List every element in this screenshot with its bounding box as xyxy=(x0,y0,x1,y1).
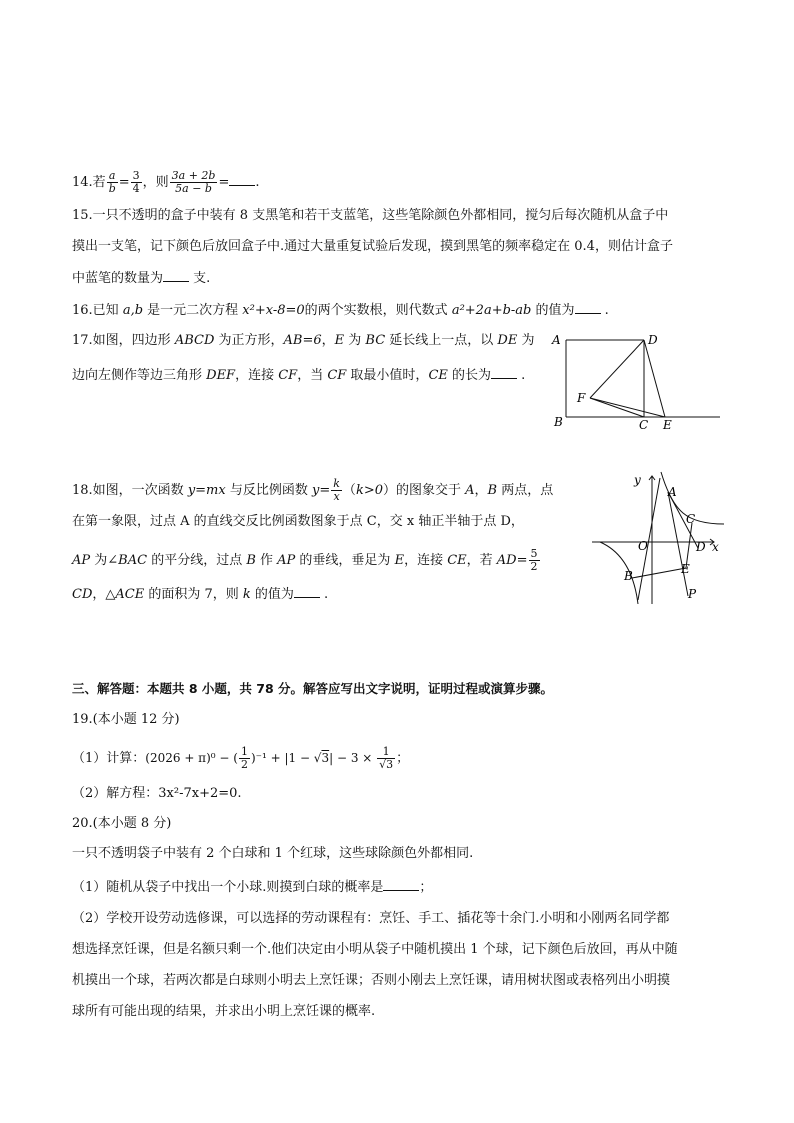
label-b: B xyxy=(624,569,633,583)
answer-blank[interactable] xyxy=(163,269,189,282)
answer-blank[interactable] xyxy=(575,301,601,314)
q18-line-4: CD，△ACE 的面积为 7，则 k 的值为 . xyxy=(72,587,329,602)
question-14: 14.若 $\frac{a}{b}$ = $\frac{3}{4}$ ，则 $\frac{3a + 2b}{5a - b}$ = . xyxy=(72,169,260,195)
q19-part-2: （2）解方程：3x²-7x+2=0. xyxy=(72,786,242,801)
fraction-a-over-b: $\frac{a}{b}$ xyxy=(108,169,116,195)
q19-title: 19.(本小题 12 分) xyxy=(72,712,180,727)
q20-title: 20.(本小题 8 分) xyxy=(72,816,172,831)
segment-df xyxy=(590,340,644,398)
q20-part-2-line-4: 球所有可能出现的结果，并求出小明上烹饪课的概率. xyxy=(72,1004,376,1019)
fraction-1-over-root3: $\frac{1}{√3}$ xyxy=(379,745,394,771)
label-y: y xyxy=(634,473,641,487)
label-a: A xyxy=(552,333,561,347)
q20-part-2-line-3: 机摸出一个球，若两次都是白球则小明去上烹饪课；否则小刚去上烹饪课，请用树状图或表格列出小明摸 xyxy=(72,973,671,988)
q17-square-figure xyxy=(548,328,728,434)
segment-fe xyxy=(590,398,665,417)
label-a: A xyxy=(668,485,677,499)
label-c: C xyxy=(639,418,649,432)
label-e: E xyxy=(681,562,690,576)
label-o: O xyxy=(638,539,648,553)
answer-blank[interactable] xyxy=(294,585,320,598)
q14-equals: = xyxy=(118,175,130,190)
label-d: D xyxy=(696,540,706,554)
answer-blank[interactable] xyxy=(491,366,517,379)
fraction-5-over-2: $\frac{5}{2}$ xyxy=(530,547,538,573)
q20-part-2-line-1: （2）学校开设劳动选修课，可以选择的劳动课程有：烹饪、手工、插花等十余门.小明和小刚两名同学都 xyxy=(72,911,670,926)
q17-line-2: 边向左侧作等边三角形 DEF，连接 CF，当 CF 取最小值时，CE 的长为 . xyxy=(72,368,526,383)
segment-be xyxy=(632,568,686,578)
question-16: 16.已知 a,b 是一元二次方程 x²+x-8=0的两个实数根，则代数式 a²+2a+b-ab 的值为 . xyxy=(72,303,609,318)
q19-part-1: （1）计算：(2026 + π)⁰ − ( $\frac{1}{2}$ )⁻¹ + |1 − √3| − 3 × $\frac{1}{√3}$ ； xyxy=(72,745,410,771)
q17-line-1: 17.如图，四边形 ABCD 为正方形，AB=6，E 为 BC 延长线上一点，以 DE 为 xyxy=(72,333,535,348)
fraction-k-over-x: $\frac{k}{x}$ xyxy=(333,477,340,503)
label-c: C xyxy=(686,512,696,526)
q18-line-1: 18.如图，一次函数 y=mx 与反比例函数 y= $\frac{k}{x}$ （k>0）的图象交于 A，B 两点，点 xyxy=(72,477,554,503)
q20-part-1: （1）随机从袋子中找出一个小球.则摸到白球的概率是 ； xyxy=(72,880,433,895)
section-3-heading: 三、解答题：本题共 8 小题，共 78 分。解答应写出文字说明，证明过程或演算步骤。 xyxy=(72,681,554,696)
q15-line-2: 摸出一支笔，记下颜色后放回盒子中.通过大量重复试验后发现，摸到黑笔的频率稳定在 0.4，则估计盒子 xyxy=(72,239,673,254)
label-d: D xyxy=(648,333,658,347)
segment-de xyxy=(644,340,665,417)
fraction-expression: $\frac{3a + 2b}{5a - b}$ xyxy=(171,169,216,195)
label-f: F xyxy=(577,391,586,405)
label-b: B xyxy=(554,415,563,429)
fraction-1-over-2: $\frac{1}{2}$ xyxy=(240,745,248,771)
label-e: E xyxy=(663,418,672,432)
fraction-3-over-4: $\frac{3}{4}$ xyxy=(132,169,140,195)
q14-tail: = xyxy=(218,175,230,190)
q14-then: ，则 xyxy=(142,175,169,190)
q15-line-1: 15.一只不透明的盒子中装有 8 支黑笔和若干支蓝笔，这些笔除颜色外都相同，搅匀后每次随机从盒子中 xyxy=(72,208,669,223)
q15-line-3: 中蓝笔的数量为 支. xyxy=(72,271,211,286)
q14-prefix: 14.若 xyxy=(72,175,106,190)
segment-fc xyxy=(590,398,644,417)
label-p: P xyxy=(688,587,697,601)
answer-blank[interactable] xyxy=(383,878,419,891)
q20-intro: 一只不透明袋子中装有 2 个白球和 1 个红球，这些球除颜色外都相同. xyxy=(72,846,474,861)
q18-function-figure xyxy=(588,468,728,608)
q18-line-3: AP 为∠BAC 的平分线，过点 B 作 AP 的垂线，垂足为 E，连接 CE，若 AD= $\frac{5}{2}$ xyxy=(72,547,538,573)
label-x: x xyxy=(712,540,719,554)
q20-part-2-line-2: 想选择烹饪课，但是名额只剩一个.他们决定由小明从袋子中随机摸出 1 个球，记下颜色后放回，再从中随 xyxy=(72,942,678,957)
q18-line-2: 在第一象限，过点 A 的直线交反比例函数图象于点 C，交 x 轴正半轴于点 D， xyxy=(72,514,524,529)
answer-blank[interactable] xyxy=(229,173,255,186)
